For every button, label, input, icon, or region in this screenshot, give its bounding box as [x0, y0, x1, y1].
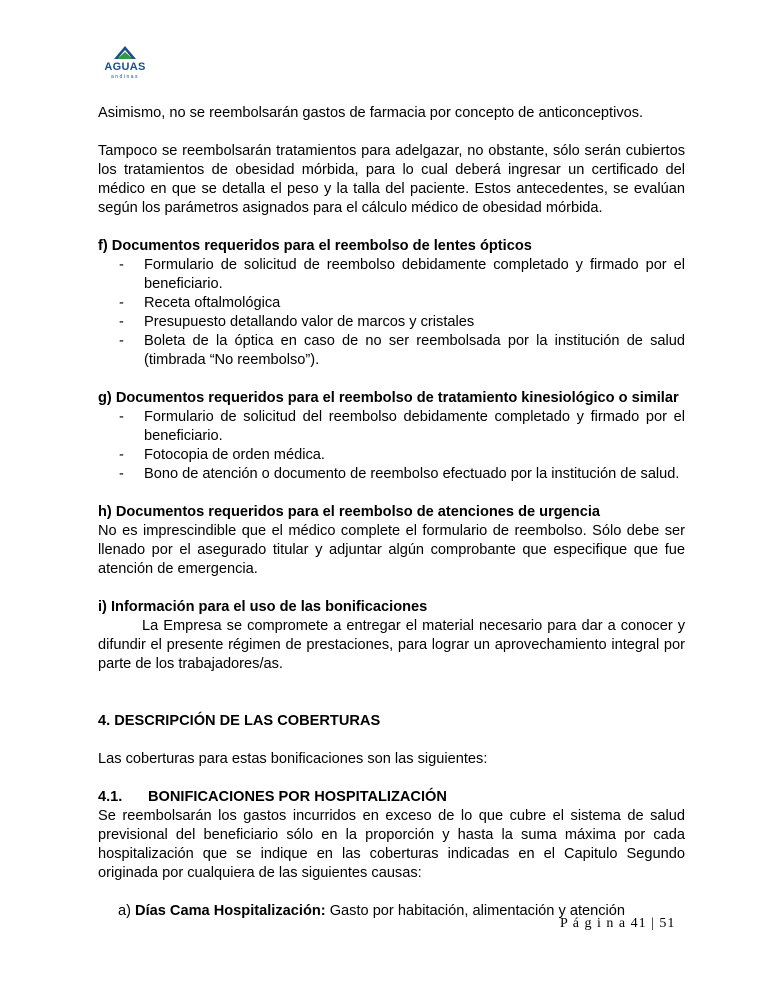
heading-h: h) Documentos requeridos para el reembolso de atenciones de urgencia: [98, 504, 600, 520]
list-g: [98, 408, 685, 484]
section-41-body: Se reembolsarán los gastos incurridos en exceso de lo que cubre el sistema de salud previsional del beneficiario sólo en la proporción y hasta la suma máxima por cada hospitalización que se indique en las coberturas indicadas en el Capitulo Segundo originada por cualquiera de las siguientes causas:: [98, 808, 685, 881]
list-item: - Formulario de solicitud de reembolso debidamente completado y firmado por el beneficiario.: [119, 257, 685, 292]
heading-i: i) Información para el uso de las bonificaciones: [98, 599, 428, 615]
list-f: [98, 256, 685, 370]
page-number: P á g i n a 41 | 51: [560, 916, 676, 931]
logo-text: AGUAS: [104, 61, 146, 73]
list-item: - Receta oftalmológica: [119, 295, 281, 311]
list-item: - Formulario de solicitud del reembolso debidamente completado y firmado por el beneficiario.: [119, 409, 685, 444]
paragraph-anticonceptivos: Asimismo, no se reembolsarán gastos de farmacia por concepto de anticonceptivos.: [98, 105, 644, 121]
paragraph-h: No es imprescindible que el médico complete el formulario de reembolso. Sólo debe ser llenado por el asegurado titular y adjuntar algún comprobante que especifique que fue atención de emergencia.: [98, 523, 685, 577]
heading-f: f) Documentos requeridos para el reembolso de lentes ópticos: [98, 238, 532, 254]
paragraph-adelgazar: Tampoco se reembolsarán tratamientos para adelgazar, no obstante, sólo serán cubiertos los tratamientos de obesidad mórbida, para lo cual deberá ingresar un certificado del médico en que se detalla el peso y la talla del paciente. Estos antecedentes, se evalúan según los parámetros asignados para el cálculo médico de obesidad mórbida.: [98, 143, 685, 216]
paragraph-i: La Empresa se compromete a entregar el material necesario para dar a conocer y difundir el presente régimen de prestaciones, para lograr un aprovechamiento integral por parte de los trabajadores/as.: [98, 618, 685, 672]
list-item: - Boleta de la óptica en caso de no ser reembolsada por la institución de salud (timbrada “No reembolso”).: [119, 333, 685, 368]
list-item: - Presupuesto detallando valor de marcos y cristales: [119, 314, 475, 330]
logo-subtext: andinas: [110, 74, 139, 80]
section-4-intro: Las coberturas para estas bonificaciones son las siguientes:: [98, 751, 488, 767]
item-a: a) Días Cama Hospitalización: Gasto por habitación, alimentación y atención: [118, 903, 625, 919]
heading-g: g) Documentos requeridos para el reembolso de tratamiento kinesiológico o similar: [98, 390, 679, 406]
section-4-heading: 4. DESCRIPCIÓN DE LAS COBERTURAS: [98, 713, 381, 729]
list-item: - Fotocopia de orden médica.: [119, 447, 325, 463]
list-item: - Bono de atención o documento de reembolso efectuado por la institución de salud.: [119, 466, 680, 482]
document-body: [98, 104, 685, 921]
section-41-heading: 4.1. BONIFICACIONES POR HOSPITALIZACIÓN: [98, 789, 447, 805]
